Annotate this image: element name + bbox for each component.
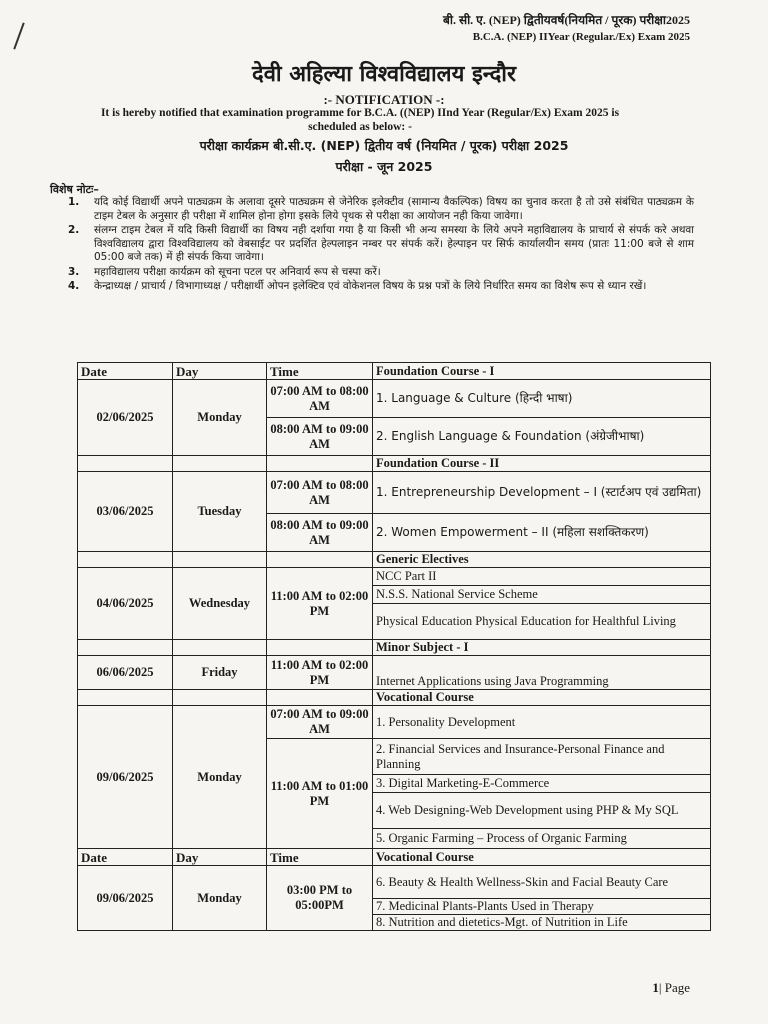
subject: 8. Nutrition and dietetics-Mgt. of Nutrition in Life	[373, 915, 711, 931]
note-text: महाविद्यालय परीक्षा कार्यक्रम को सूचना पटल पर अनिवार्य रूप से चस्पा करें।	[94, 265, 381, 278]
note-number: 4.	[68, 280, 80, 292]
notes-title: विशेष नोटः–	[50, 183, 99, 196]
exam-day: Tuesday	[173, 472, 267, 552]
section-title: Foundation Course - I	[373, 363, 711, 380]
note-item	[68, 266, 694, 280]
note-number: 1.	[68, 196, 80, 208]
subject: Internet Applications using Java Programming	[373, 656, 711, 690]
table-row	[78, 380, 711, 418]
table-row	[78, 656, 711, 690]
notification-line-2: scheduled as below: -	[308, 121, 412, 133]
exam-date: 06/06/2025	[78, 656, 173, 690]
subject: 6. Beauty & Health Wellness-Skin and Facial Beauty Care	[373, 866, 711, 899]
col-header-time: Time	[267, 849, 373, 866]
note-text: केन्द्राध्यक्ष / प्राचार्य / विभागाध्यक्ष / परीक्षार्थी ओपन इलेक्टिव एवं वोकेशनल विषय के प्रश्न पत्रों के लिये निर्धारित समय का विशेष रूप से ध्यान रखें।	[94, 280, 647, 292]
subject: 2. Women Empowerment – II (महिला सशक्तिकरण)	[373, 514, 711, 552]
header-english-line: B.C.A. (NEP) IIYear (Regular./Ex) Exam 2025	[472, 31, 690, 43]
exam-date: 09/06/2025	[78, 706, 173, 849]
subject: 5. Organic Farming – Process of Organic Farming	[373, 829, 711, 849]
col-header-date: Date	[78, 363, 173, 380]
note-number: 3.	[68, 265, 80, 278]
section-row	[78, 456, 711, 472]
page-label: | Page	[658, 980, 690, 995]
exam-day: Monday	[173, 866, 267, 931]
exam-time: 03:00 PM to 05:00PM	[267, 866, 373, 931]
col-header-day: Day	[173, 849, 267, 866]
exam-time: 11:00 AM to 02:00 PM	[267, 656, 373, 690]
note-item	[68, 224, 694, 265]
table-row	[78, 472, 711, 514]
exam-time: 08:00 AM to 09:00 AM	[267, 418, 373, 456]
exam-date: 04/06/2025	[78, 568, 173, 640]
subject: 2. English Language & Foundation (अंग्रेजीभाषा)	[373, 418, 711, 456]
exam-day: Monday	[173, 706, 267, 849]
section-row	[78, 690, 711, 706]
exam-month: परीक्षा - जून 2025	[335, 159, 433, 174]
subject: N.S.S. National Service Scheme	[373, 586, 711, 604]
subject: 1. Personality Development	[373, 706, 711, 739]
exam-time: 11:00 AM to 01:00 PM	[267, 739, 373, 849]
exam-day: Monday	[173, 380, 267, 456]
university-title: देवी अहिल्या विश्वविद्यालय इन्दौर	[252, 62, 516, 87]
subject: 7. Medicinal Plants-Plants Used in Therapy	[373, 899, 711, 915]
section-row	[78, 640, 711, 656]
col-header-day: Day	[173, 363, 267, 380]
table-row	[78, 706, 711, 739]
pen-mark	[13, 23, 24, 50]
document-header	[443, 12, 690, 46]
section-title: Vocational Course	[373, 690, 711, 706]
header-hindi-line: बी. सी. ए. (NEP) द्वितीयवर्ष(नियमित / पूरक) परीक्षा2025	[443, 13, 690, 27]
table-row	[78, 866, 711, 899]
exam-date: 09/06/2025	[78, 866, 173, 931]
subject: 2. Financial Services and Insurance-Personal Finance and Planning	[373, 739, 711, 775]
exam-time: 07:00 AM to 08:00 AM	[267, 380, 373, 418]
subject: 4. Web Designing-Web Development using PHP & My SQL	[373, 793, 711, 829]
exam-day: Wednesday	[173, 568, 267, 640]
subject: 1. Language & Culture (हिन्दी भाषा)	[373, 380, 711, 418]
section-title: Vocational Course	[373, 849, 711, 866]
section-row	[78, 552, 711, 568]
notes-list	[68, 196, 694, 295]
exam-day: Friday	[173, 656, 267, 690]
table-header-row	[78, 363, 711, 380]
exam-schedule-table	[77, 362, 711, 931]
table-header-row	[78, 849, 711, 866]
subject: Physical Education Physical Education for Healthful Living	[373, 604, 711, 640]
exam-time: 07:00 AM to 09:00 AM	[267, 706, 373, 739]
hindi-programme-title: परीक्षा कार्यक्रम बी.सी.ए. (NEP) द्वितीय वर्ष (नियमित / पूरक) परीक्षा 2025	[199, 138, 569, 153]
note-text: यदि कोई विद्यार्थी अपने पाठ्यक्रम के अलावा दूसरे पाठ्यक्रम से जेनेरिक इलेक्टीव (सामान्य वैकल्पिक) विषय का चुनाव करता है तो उसे संबंधित पाठ्यक्रम के टाइम टेबल के अनुसार ही परीक्षा में शामिल होना होगा इसके लिये पृथक से परीक्षा का आयोजन नही किया जावेगा।	[94, 196, 694, 222]
section-title: Generic Electives	[373, 552, 711, 568]
notification-body	[60, 106, 660, 134]
section-title: Foundation Course - II	[373, 456, 711, 472]
section-title: Minor Subject - I	[373, 640, 711, 656]
page-footer	[652, 980, 690, 996]
exam-date: 03/06/2025	[78, 472, 173, 552]
subject: NCC Part II	[373, 568, 711, 586]
page-number: 1	[652, 980, 659, 995]
table-row	[78, 568, 711, 586]
exam-time: 08:00 AM to 09:00 AM	[267, 514, 373, 552]
exam-time: 11:00 AM to 02:00 PM	[267, 568, 373, 640]
col-header-date: Date	[78, 849, 173, 866]
subject: 3. Digital Marketing-E-Commerce	[373, 775, 711, 793]
exam-time: 07:00 AM to 08:00 AM	[267, 472, 373, 514]
note-item	[68, 280, 694, 294]
notification-heading: :- NOTIFICATION -:	[323, 92, 445, 107]
col-header-time: Time	[267, 363, 373, 380]
subject: 1. Entrepreneurship Development – I (स्टार्टअप एवं उद्यमिता)	[373, 472, 711, 514]
note-item	[68, 196, 694, 223]
note-number: 2.	[68, 224, 80, 236]
exam-date: 02/06/2025	[78, 380, 173, 456]
notification-line-1: It is hereby notified that examination programme for B.C.A. ((NEP) IInd Year (Regular/Ex) Exam 2025 is	[100, 107, 620, 119]
note-text: संलग्न टाइम टेबल में यदि किसी विद्यार्थी का विषय नही दर्शाया गया है या किसी भी अन्य समस्या के लिये अपने महाविद्यालय के प्राचार्य से संपर्क करे अथवा विश्वविद्यालय द्वारा विश्वविद्यालय को वेबसाईट पर प्रदर्शित हेल्पलाइन नम्बर पर संपर्क करें। हेल्पाइन पर सिर्फ कार्यालयीन समय (प्रातः 11:00 बजे से शाम 05:00 बजे तक) में ही संपर्क किया जावेगा।	[94, 224, 694, 263]
